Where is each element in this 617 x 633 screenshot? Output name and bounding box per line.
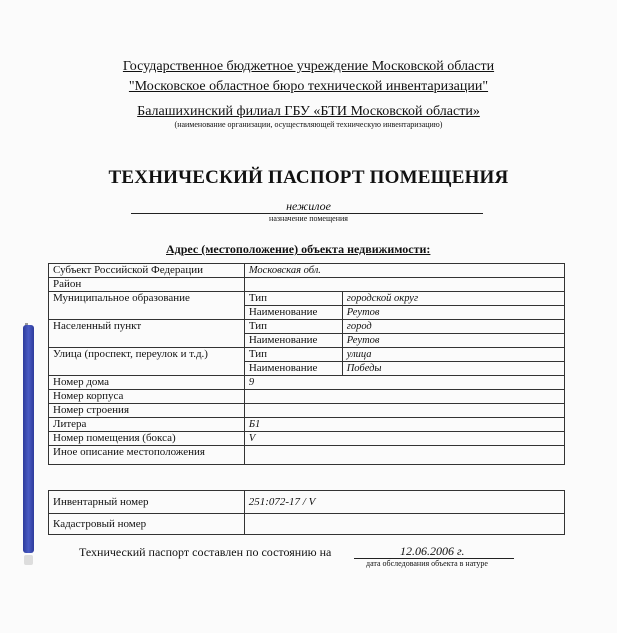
row-value bbox=[244, 278, 564, 292]
registry-table bbox=[48, 490, 565, 535]
binding-strip bbox=[23, 325, 34, 553]
address-heading: Адрес (местоположение) объекта недвижимости: bbox=[166, 242, 431, 256]
org-line-2: "Московское областное бюро технической инвентаризации" bbox=[128, 79, 489, 94]
sub-label: Наименование bbox=[244, 362, 342, 376]
row-label: Номер помещения (бокса) bbox=[49, 432, 245, 446]
inventory-label: Инвентарный номер bbox=[49, 491, 245, 514]
row-value: Б1 bbox=[244, 418, 564, 432]
row-label: Улица (проспект, переулок и т.д.) bbox=[49, 348, 245, 376]
table-row bbox=[49, 348, 565, 362]
row-value bbox=[244, 404, 564, 418]
row-label: Муниципальное образование bbox=[49, 292, 245, 320]
org-line-3: Балашихинский филиал ГБУ «БТИ Московской области» bbox=[137, 104, 480, 119]
row-label: Иное описание местоположения bbox=[49, 446, 245, 465]
row-value: V bbox=[244, 432, 564, 446]
row-label: Субъект Российской Федерации bbox=[49, 264, 245, 278]
table-row bbox=[49, 376, 565, 390]
cadastral-value bbox=[244, 514, 564, 535]
table-row bbox=[49, 418, 565, 432]
document-title: ТЕХНИЧЕСКИЙ ПАСПОРТ ПОМЕЩЕНИЯ bbox=[108, 167, 509, 188]
row-value: 9 bbox=[244, 376, 564, 390]
survey-date: 12.06.2006 г. bbox=[400, 544, 465, 558]
sub-label: Тип bbox=[244, 348, 342, 362]
row-label: Район bbox=[49, 278, 245, 292]
table-row bbox=[49, 278, 565, 292]
table-row bbox=[49, 491, 565, 514]
org-line-1: Государственное бюджетное учреждение Московской области bbox=[122, 59, 495, 74]
table-row bbox=[49, 390, 565, 404]
row-value bbox=[244, 446, 564, 465]
inventory-value: 251:072-17 / V bbox=[244, 491, 564, 514]
table-row bbox=[49, 320, 565, 334]
purpose-caption: назначение помещения bbox=[269, 214, 348, 223]
org-caption: (наименование организации, осуществляющей техническую инвентаризацию) bbox=[174, 120, 443, 129]
table-row bbox=[49, 514, 565, 535]
address-table bbox=[48, 263, 565, 465]
row-label: Населенный пункт bbox=[49, 320, 245, 348]
sub-value: Реутов bbox=[342, 306, 564, 320]
sub-value: Реутов bbox=[342, 334, 564, 348]
row-value bbox=[244, 390, 564, 404]
sub-label: Тип bbox=[244, 320, 342, 334]
purpose-value: нежилое bbox=[286, 199, 331, 213]
sub-label: Наименование bbox=[244, 306, 342, 320]
row-label: Номер дома bbox=[49, 376, 245, 390]
sub-value: город bbox=[342, 320, 564, 334]
sub-value: городской округ bbox=[342, 292, 564, 306]
row-label: Литера bbox=[49, 418, 245, 432]
sub-value: Победы bbox=[342, 362, 564, 376]
table-row bbox=[49, 446, 565, 465]
footer-text: Технический паспорт составлен по состоянию на bbox=[79, 545, 332, 559]
row-label: Номер строения bbox=[49, 404, 245, 418]
table-row bbox=[49, 432, 565, 446]
binding-strip-end bbox=[24, 555, 33, 565]
sub-label: Тип bbox=[244, 292, 342, 306]
table-row bbox=[49, 404, 565, 418]
sub-label: Наименование bbox=[244, 334, 342, 348]
table-row bbox=[49, 292, 565, 306]
row-label: Номер корпуса bbox=[49, 390, 245, 404]
date-caption: дата обследования объекта в натуре bbox=[366, 559, 488, 568]
cadastral-label: Кадастровый номер bbox=[49, 514, 245, 535]
table-row bbox=[49, 264, 565, 278]
sub-value: улица bbox=[342, 348, 564, 362]
row-value: Московская обл. bbox=[244, 264, 564, 278]
